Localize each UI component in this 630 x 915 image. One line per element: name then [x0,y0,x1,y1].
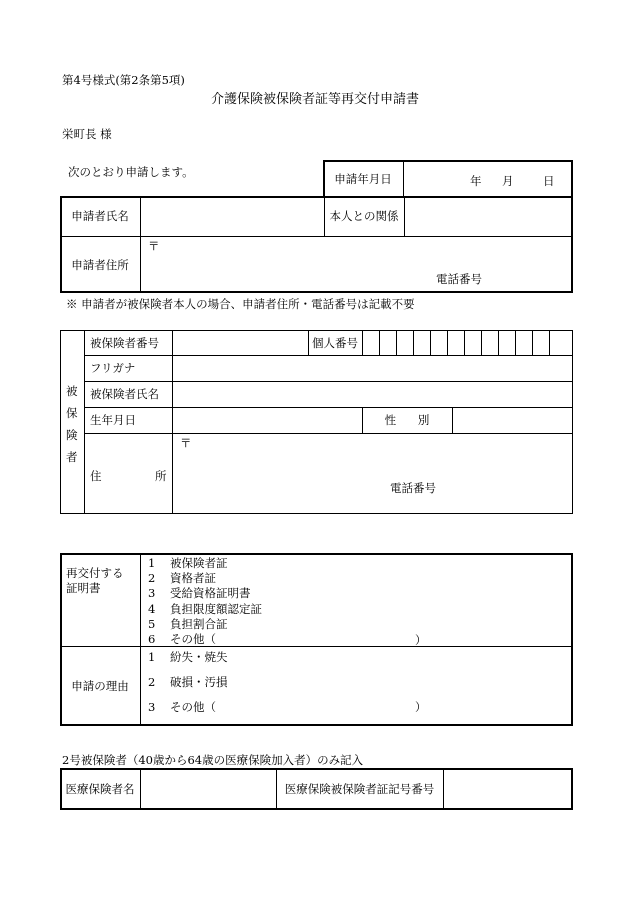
reason-close-paren: ） [415,700,427,714]
relation-label: 本人との関係 [329,209,399,223]
birth-date-field[interactable] [174,409,360,431]
applicant-note: ※ 申請者が被保険者本人の場合、申請者住所・電話番号は記載不要 [66,297,415,311]
postal-mark: 〒 [148,239,160,253]
certificate-item[interactable]: 6 その他（ [148,632,216,647]
reason-label: 申請の理由 [71,679,129,693]
certificate-close-paren: ） [415,633,427,647]
insured-postal-mark: 〒 [180,436,192,450]
page-title: 介護保険被保険者証等再交付申請書 [210,92,419,107]
personal-number-field[interactable] [364,332,571,353]
application-date-label: 申請年月日 [334,172,392,186]
insured-number-field[interactable] [174,332,306,353]
certificate-item[interactable]: 5 負担割合証 [148,616,228,631]
form-number: 第4号様式(第2条第5項) [62,73,185,87]
reason-item[interactable]: 2 破損・汚損 [148,675,228,689]
insurer-field[interactable] [142,771,274,807]
date-month-label: 月 [502,174,514,188]
certificate-item[interactable]: 2 資格者証 [148,571,216,586]
date-day-label: 日 [543,174,555,188]
certificate-item[interactable]: 1 被保険者証 [148,556,228,570]
insured-side-label: 被 保 険 者 [66,384,78,464]
applicant-name-field[interactable] [142,199,322,234]
insured-name-field[interactable] [174,383,571,405]
date-year-field[interactable] [412,170,462,188]
addressee: 栄町長 様 [62,127,112,141]
insured-address-label-2: 所 [155,469,167,483]
insurance-symbol-field[interactable] [445,771,571,807]
furigana-field[interactable] [174,357,571,379]
insurance-symbol-label: 医療保険被保険者証記号番号 [284,782,435,796]
reason-item[interactable]: 3 その他（ [148,700,216,714]
sex-field[interactable] [454,409,571,431]
applicant-phone-label: 電話番号 [436,272,482,286]
insured-name-label: 被保険者氏名 [90,387,159,401]
certificate-item[interactable]: 3 受給資格証明書 [148,586,251,601]
applicant-address-field[interactable] [160,240,570,290]
personal-number-label: 個人番号 [312,335,358,350]
birth-date-label: 生年月日 [90,413,136,427]
insured-number-label: 被保険者番号 [90,335,159,350]
insured-address-label-1: 住 [90,469,102,483]
insurer-label: 医療保険者名 [65,782,135,796]
furigana-label: フリガナ [90,361,136,375]
certificate-item[interactable]: 4 負担限度額認定証 [148,601,262,616]
reason-item[interactable]: 1 紛失・焼失 [148,650,228,664]
insured-address-field[interactable] [190,437,570,511]
certificate-list [148,556,262,647]
sex-label: 性 別 [384,413,430,427]
second-insured-note: 2号被保険者（40歳から64歳の医療保険加入者）のみ記入 [62,753,364,767]
applicant-address-label: 申請者住所 [71,257,129,272]
intro-text: 次のとおり申請します。 [68,165,194,179]
date-year-label: 年 [470,174,482,188]
insured-phone-label: 電話番号 [390,481,436,495]
applicant-name-label: 申請者氏名 [71,209,129,223]
certificate-label: 再交付する 証明書 [66,566,124,595]
relation-field[interactable] [406,199,570,234]
